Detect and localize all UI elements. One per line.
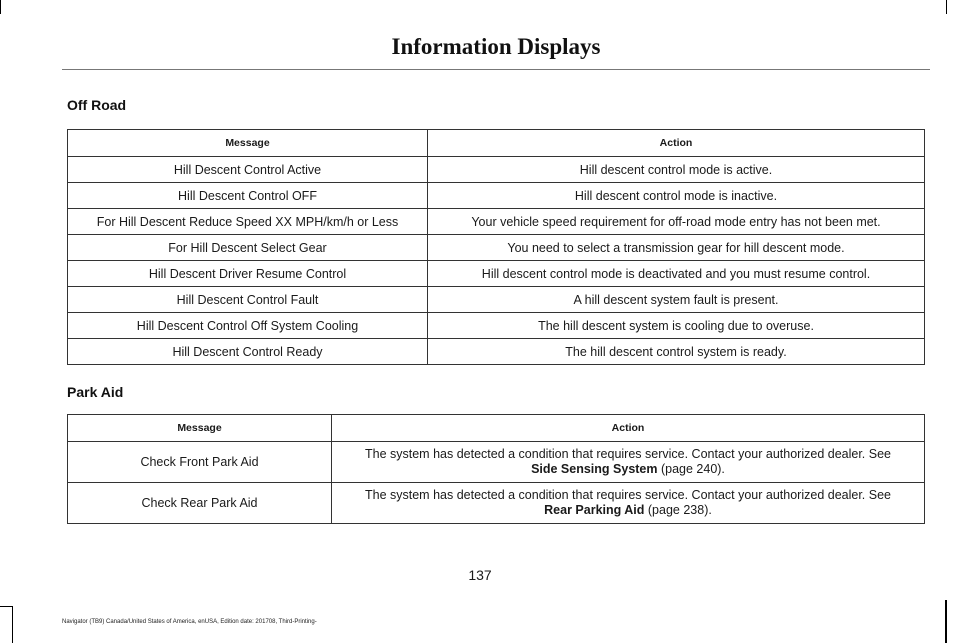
action-text: The system has detected a condition that requires service. Contact your authorized dealer. See [365, 447, 891, 461]
table-row [68, 483, 925, 524]
action-text: The system has detected a condition that requires service. Contact your authorized dealer. See [365, 488, 891, 502]
table-row [68, 339, 925, 365]
footer-edition-text: Navigator (TB9) Canada/United States of America, enUSA, Edition date: 201708, Third-Printing- [62, 619, 317, 625]
cross-reference-link[interactable]: Rear Parking Aid [544, 503, 645, 517]
action-cell: The hill descent control system is ready. [428, 339, 925, 365]
message-cell: For Hill Descent Select Gear [68, 235, 428, 261]
table-row [68, 287, 925, 313]
section-title-off-road: Off Road [67, 97, 127, 113]
header-divider [62, 69, 930, 70]
table-row [68, 261, 925, 287]
action-cell: A hill descent system fault is present. [428, 287, 925, 313]
action-cell [332, 483, 925, 524]
table-row [68, 209, 925, 235]
message-cell: Hill Descent Driver Resume Control [68, 261, 428, 287]
table-row [68, 235, 925, 261]
cross-reference-link[interactable]: Side Sensing System [531, 462, 658, 476]
message-cell: Hill Descent Control Off System Cooling [68, 313, 428, 339]
message-cell: Check Rear Park Aid [68, 483, 332, 524]
table-row [68, 442, 925, 483]
page-reference: (page 240). [657, 462, 725, 476]
table-row [68, 157, 925, 183]
crop-mark [945, 600, 947, 643]
crop-mark [946, 0, 947, 14]
crop-mark [12, 606, 13, 643]
table-header-row [68, 415, 925, 442]
page-title: Information Displays [391, 34, 601, 59]
section-title-park-aid: Park Aid [67, 384, 124, 400]
column-header-message: Message [68, 130, 428, 157]
action-cell [332, 442, 925, 483]
column-header-action: Action [332, 415, 925, 442]
action-cell: Hill descent control mode is active. [428, 157, 925, 183]
message-cell: Hill Descent Control Fault [68, 287, 428, 313]
table-header-row [68, 130, 925, 157]
crop-mark [0, 0, 1, 14]
message-cell: Hill Descent Control Ready [68, 339, 428, 365]
page-reference: (page 238). [644, 503, 712, 517]
park-aid-messages-table [67, 414, 925, 524]
message-cell: For Hill Descent Reduce Speed XX MPH/km/h or Less [68, 209, 428, 235]
off-road-messages-table [67, 129, 925, 365]
action-cell: Hill descent control mode is deactivated and you must resume control. [428, 261, 925, 287]
message-cell: Hill Descent Control OFF [68, 183, 428, 209]
action-cell: Hill descent control mode is inactive. [428, 183, 925, 209]
action-cell: The hill descent system is cooling due to overuse. [428, 313, 925, 339]
page-number: 137 [468, 567, 492, 583]
table-row [68, 313, 925, 339]
action-cell: Your vehicle speed requirement for off-road mode entry has not been met. [428, 209, 925, 235]
action-cell: You need to select a transmission gear for hill descent mode. [428, 235, 925, 261]
column-header-action: Action [428, 130, 925, 157]
crop-mark [0, 606, 13, 607]
message-cell: Hill Descent Control Active [68, 157, 428, 183]
table-row [68, 183, 925, 209]
message-cell: Check Front Park Aid [68, 442, 332, 483]
column-header-message: Message [68, 415, 332, 442]
